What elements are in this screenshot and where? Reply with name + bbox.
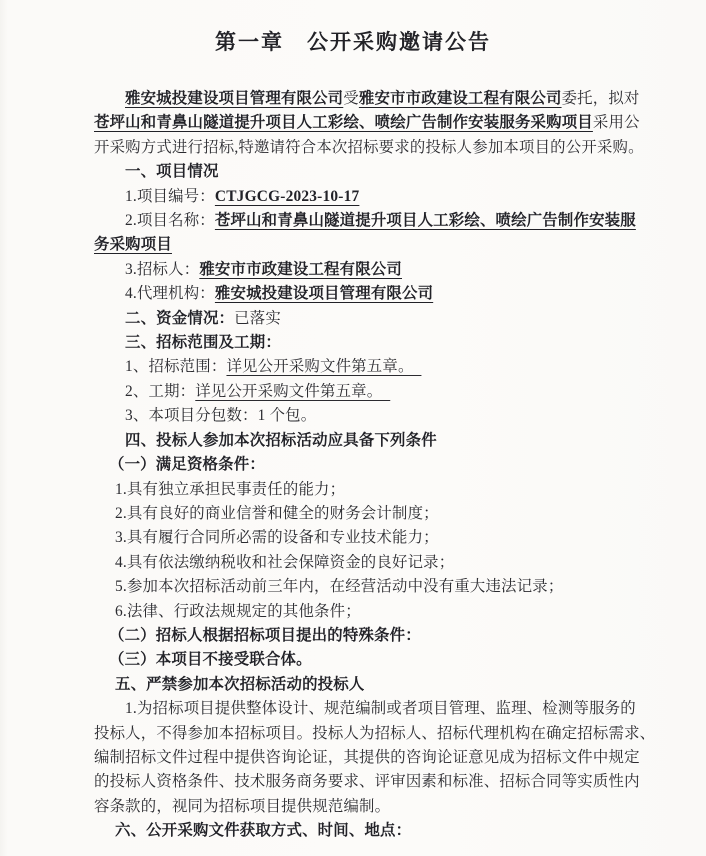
- project-name-item-line-2: [94, 233, 632, 257]
- text-segment: 1.为招标项目提供整体设计、规范编制或者项目管理、监理、检测等服务的: [125, 700, 636, 718]
- text-segment: 采用公: [592, 114, 640, 132]
- section-5-heading: [94, 673, 632, 697]
- underlined-text: 雅安城投建设项目管理有限公司: [125, 90, 344, 107]
- tenderee-item: [94, 258, 632, 282]
- section-3-heading: [94, 331, 632, 355]
- text-segment: 委托，拟对: [561, 90, 640, 107]
- prohibition-line-1: [94, 697, 636, 721]
- underlined-text: 苍坪山和青鼻山隧道提升项目人工彩绘、喷绘广告制作安装服: [214, 212, 636, 230]
- project-number-item: [94, 185, 632, 209]
- underlined-text: CTJGCG-2023-10-17: [214, 187, 360, 205]
- text-segment: 六、公开采购文件获取方式、时间、地点：: [115, 822, 412, 840]
- scope-item: [94, 355, 632, 379]
- section-6-heading: [94, 819, 632, 843]
- text-segment: （二）招标人根据招标项目提出的特殊条件：: [109, 626, 421, 644]
- condition-5: [94, 575, 632, 599]
- underlined-text: 详见公开采购文件第五章。: [195, 382, 391, 400]
- underlined-text: 雅安城投建设项目管理有限公司: [214, 285, 434, 303]
- text-segment: 1.项目编号：: [125, 187, 215, 205]
- text-segment: 1、招标范围：: [125, 358, 227, 376]
- intro-line-2: [94, 111, 640, 135]
- text-segment: 三、招标范围及工期：: [125, 334, 281, 352]
- text-segment: 二、资金情况：: [125, 309, 235, 327]
- qualification-heading: [94, 453, 632, 477]
- prohibition-line-4: [94, 770, 640, 794]
- text-segment: 2.项目名称：: [125, 212, 215, 230]
- text-segment: 一、项目情况: [125, 163, 219, 181]
- text-segment: 受: [343, 90, 359, 107]
- duration-item: [94, 380, 632, 404]
- underlined-text: 雅安市市政建设工程有限公司: [358, 90, 562, 107]
- text-segment: 3.招标人：: [125, 260, 200, 278]
- text-segment: 编制招标文件过程中提供咨询论证，其提供的咨询论证意见成为招标文件中规定: [94, 748, 640, 766]
- text-segment: 3、本项目分包数：1 个包。: [125, 407, 317, 425]
- text-segment: 5.参加本次招标活动前三年内，在经营活动中没有重大违法记录；: [115, 578, 564, 596]
- intro-line-1: [94, 87, 640, 111]
- text-segment: 4.具有依法缴纳税收和社会保障资金的良好记录；: [115, 553, 455, 571]
- underlined-text: 雅安市市政建设工程有限公司: [199, 260, 402, 278]
- agency-item: [94, 282, 632, 306]
- text-segment: 3.具有履行合同所必需的设备和专业技术能力；: [115, 529, 439, 547]
- project-name-item-line-1: [94, 209, 636, 233]
- prohibition-line-3: [94, 746, 640, 770]
- condition-4: [94, 551, 632, 575]
- text-segment: 1.具有独立承担民事责任的能力；: [115, 480, 346, 498]
- text-segment: 投标人，不得参加本招标项目。投标人为招标人、招标代理机构在确定招标需求、: [94, 724, 656, 742]
- page-title: 第一章 公开采购邀请公告: [215, 30, 491, 54]
- condition-2: [94, 502, 632, 526]
- text-segment: （三）本项目不接受联合体。: [109, 651, 312, 669]
- text-segment: 4.代理机构：: [125, 285, 215, 303]
- underlined-text: 详见公开采购文件第五章。: [226, 358, 422, 376]
- prohibition-line-2: [94, 722, 656, 746]
- section-1-heading: [94, 160, 632, 184]
- text-segment: 开采购方式进行招标,特邀请符合本次招标要求的投标人参加本项目的公开采购。: [94, 138, 644, 156]
- intro-line-3: [94, 136, 644, 160]
- text-segment: 容条款的，视同为招标项目提供规范编制。: [94, 797, 391, 815]
- section-4-heading: [94, 429, 632, 453]
- underlined-text: 苍坪山和青鼻山隧道提升项目人工彩绘、喷绘广告制作安装服务采购项目: [94, 114, 593, 132]
- special-conditions-heading: [94, 624, 632, 648]
- text-segment: 2.具有良好的商业信誉和健全的财务会计制度；: [115, 504, 439, 522]
- text-segment: 的投标人资格条件、技术服务商务要求、评审因素和标准、招标合同等实质性内: [94, 773, 640, 791]
- condition-6: [94, 600, 632, 624]
- underlined-text: 务采购项目: [94, 236, 172, 254]
- consortium-heading: [94, 648, 632, 672]
- prohibition-line-5: [94, 795, 632, 819]
- text-segment: 6.法律、行政法规规定的其他条件；: [115, 602, 361, 620]
- document-body: [94, 87, 656, 844]
- condition-1: [94, 478, 632, 502]
- text-segment: 五、严禁参加本次招标活动的投标人: [115, 675, 365, 693]
- text-segment: 四、投标人参加本次招标活动应具备下列条件: [125, 431, 437, 449]
- condition-3: [94, 526, 632, 550]
- section-2-heading: [94, 307, 632, 331]
- package-item: [94, 404, 632, 428]
- text-segment: （一）满足资格条件：: [109, 456, 265, 474]
- text-segment: 已落实: [234, 309, 281, 327]
- text-segment: 2、工期：: [125, 382, 196, 400]
